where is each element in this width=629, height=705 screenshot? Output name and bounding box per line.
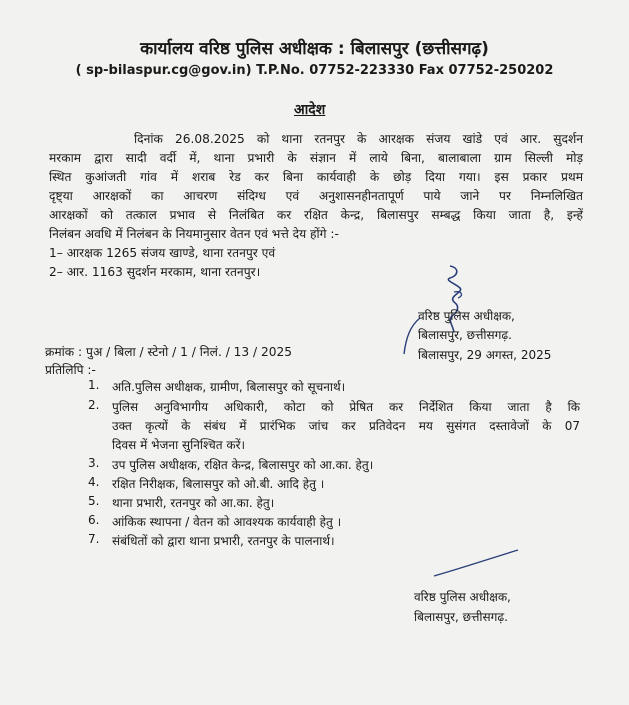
suspended-item: 1– आरक्षक 1265 संजय खाण्डे, थाना रतनपुर एवं — [49, 246, 276, 260]
paragraph-line: दृष्ट्या आरक्षकों का आचरण संदिग्ध एवं अनुशासनहीनतापूर्ण पाये जाने पर निम्नलिखित — [49, 189, 583, 203]
copy-item: 6. आंकिक स्थापना / वेतन को आवश्यक कार्यवाही हेतु । — [88, 513, 342, 529]
paragraph-line: स्थित कुआंजती गांव में शराब रेड कर बिना कार्यवाही के छोड़ दिया गया। इस प्रकार प्रथम — [49, 170, 583, 184]
paragraph-line: मरकाम द्वारा सादी वर्दी में, थाना प्रभारी के संज्ञान में लाये बिना, बालाबाला ग्राम सिल्ली मोड़ — [49, 151, 583, 165]
suspended-item: 2– आर. 1163 सुदर्शन मरकाम, थाना रतनपुर। — [49, 265, 261, 279]
signatory-designation: वरिष्ठ पुलिस अधीक्षक, — [414, 590, 511, 604]
copy-item: 3. उप पुलिस अधीक्षक, रक्षित केन्द्र, बिलासपुर को आ.का. हेतु। — [88, 456, 374, 472]
contact-line: ( sp-bilaspur.cg@gov.in) T.P.No. 07752-223330 Fax 07752-250202 — [75, 63, 554, 78]
signatory-designation: वरिष्ठ पुलिस अधीक्षक, — [418, 309, 515, 323]
copy-item: 2. पुलिस अनुविभागीय अधिकारी, कोटा को प्रेषित कर निर्देशित किया जाता है कि उक्त कृत्यों के संबंध में प्रारंभिक जांच कर प्रतिवेदन मय सुसंगत दस्तावेजों के 07 दिवस में भेजना सुनिश्चित करें। — [88, 398, 580, 452]
copy-item: 5. थाना प्रभारी, रतनपुर को आ.का. हेतु। — [88, 494, 275, 510]
signature-stroke — [432, 546, 522, 580]
copy-item: 7. संबंधितों को द्वारा थाना प्रभारी, रतनपुर के पालनार्थ। — [88, 532, 335, 548]
signatory-place: बिलासपुर, छत्तीसगढ़. — [414, 610, 508, 624]
paragraph-line: आरक्षकों को तत्काल प्रभाव से निलंबित कर रक्षित केन्द्र, बिलासपुर सम्बद्ध किया जाता है, इन्हें — [49, 208, 583, 222]
paragraph-line: दिनांक 26.08.2025 को थाना रतनपुर के आरक्षक संजय खांडे एवं आर. सुदर्शन — [134, 132, 583, 146]
copy-to-label: प्रतिलिपि :- — [45, 363, 96, 377]
reference-number: क्रमांक : पुअ / बिला / स्टेनो / 1 / निलं. / 13 / 2025 — [45, 345, 293, 359]
signatory-place: बिलासपुर, छत्तीसगढ़. — [418, 328, 512, 342]
order-date: बिलासपुर, 29 अगस्त, 2025 — [418, 348, 552, 362]
copy-item: 4. रक्षित निरीक्षक, बिलासपुर को ओ.बी. आदि हेतु । — [88, 475, 325, 491]
paragraph-line: निलंबन अवधि में निलंबन के नियमानुसार वेतन एवं भत्ते देय होंगे :- — [49, 227, 339, 241]
office-title: कार्यालय वरिष्ठ पुलिस अधीक्षक : बिलासपुर (छत्तीसगढ़) — [140, 39, 489, 59]
copy-item: 1. अति.पुलिस अधीक्षक, ग्रामीण, बिलासपुर को सूचनार्थ। — [88, 378, 346, 394]
order-heading: आदेश — [294, 102, 326, 118]
